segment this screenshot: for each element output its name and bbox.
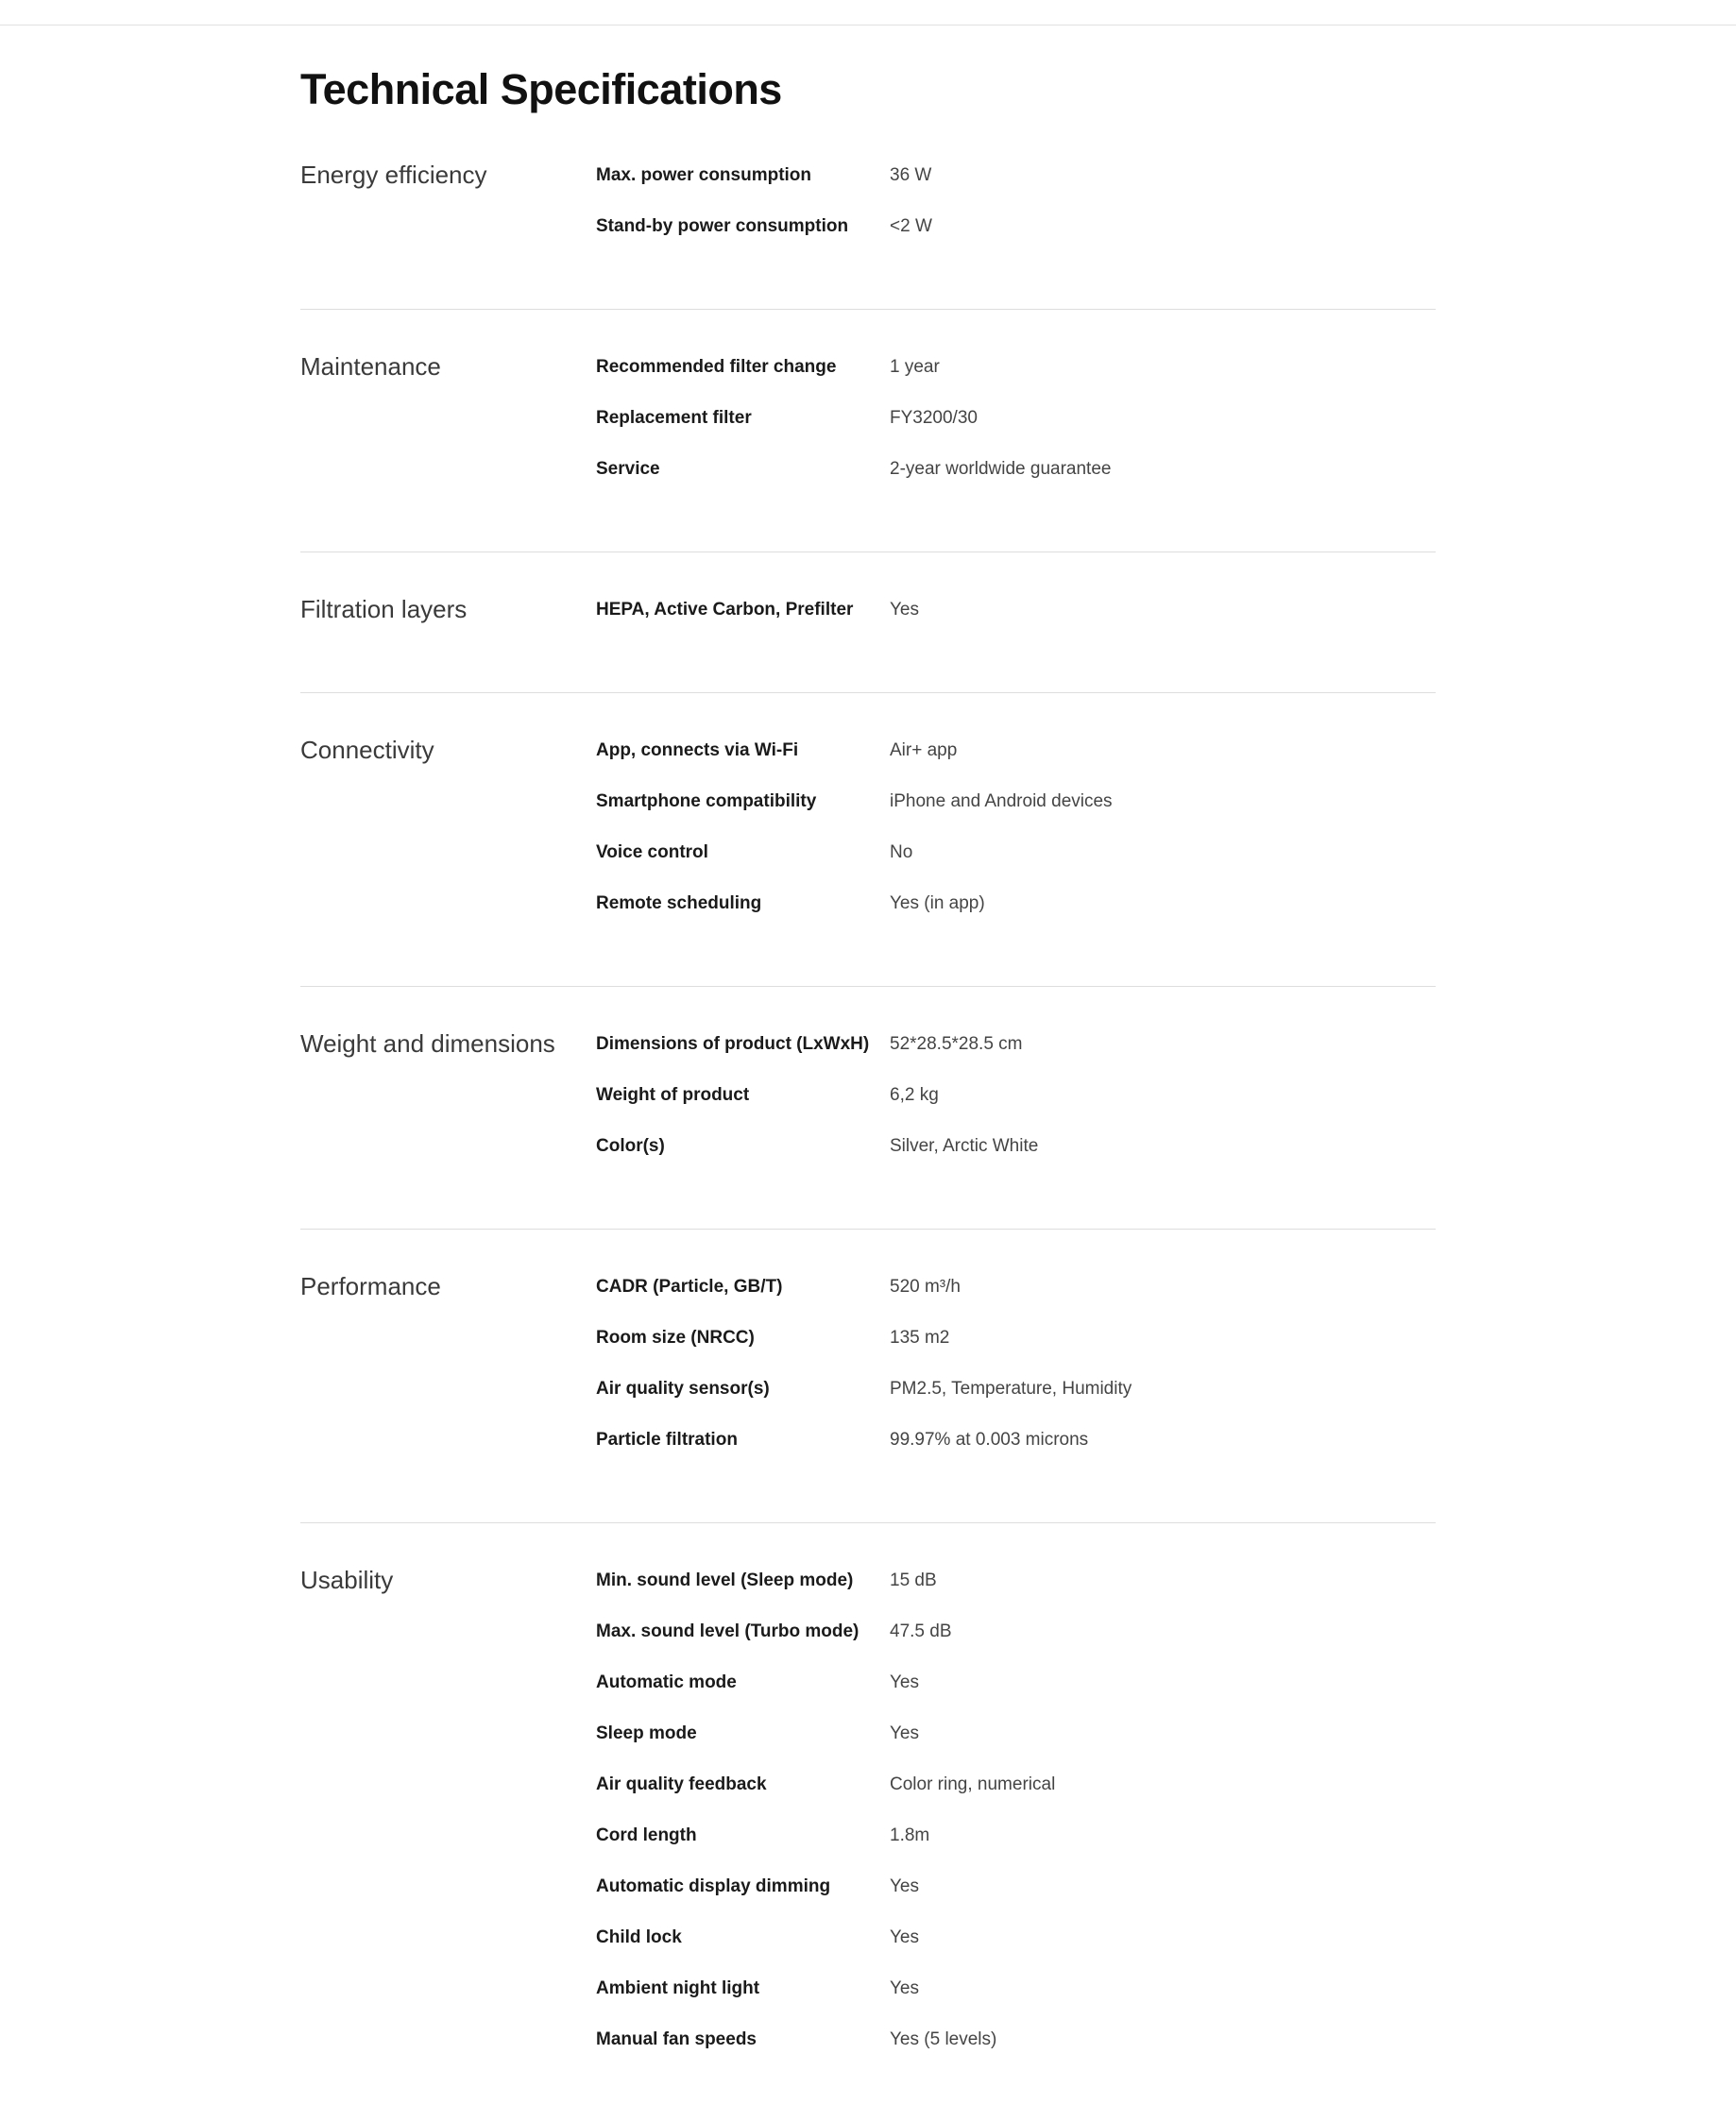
spec-label: Smartphone compatibility (596, 791, 817, 811)
section-title: Performance (300, 1272, 441, 1300)
spec-label: Sleep mode (596, 1723, 697, 1743)
spec-row (596, 1378, 1436, 1429)
spec-row (596, 458, 1436, 509)
spec-row (596, 1033, 1436, 1084)
spec-label: Manual fan speeds (596, 2029, 757, 2049)
spec-section (300, 352, 1436, 552)
spec-label: Max. power consumption (596, 165, 812, 185)
spec-row (596, 407, 1436, 458)
spec-label: Remote scheduling (596, 893, 762, 913)
section-title: Weight and dimensions (300, 1029, 555, 1058)
spec-label: Particle filtration (596, 1430, 738, 1450)
spec-row (596, 1774, 1436, 1825)
spec-rows (596, 161, 1436, 266)
spec-section (300, 736, 1436, 987)
spec-value: Color ring, numerical (890, 1774, 1056, 1794)
spec-row (596, 1276, 1436, 1327)
spec-rows (596, 1566, 1436, 2080)
spec-value: 52*28.5*28.5 cm (890, 1034, 1023, 1054)
spec-label: App, connects via Wi-Fi (596, 740, 799, 760)
spec-value: Air+ app (890, 740, 958, 760)
spec-row (596, 1927, 1436, 1978)
spec-value: Silver, Arctic White (890, 1136, 1039, 1156)
spec-section (300, 1029, 1436, 1230)
spec-row (596, 739, 1436, 790)
spec-value: 2-year worldwide guarantee (890, 459, 1112, 479)
spec-rows (596, 736, 1436, 943)
spec-value: Yes (890, 600, 919, 620)
spec-row (596, 164, 1436, 215)
spec-row (596, 790, 1436, 841)
spec-value: 6,2 kg (890, 1085, 939, 1105)
spec-section (300, 1566, 1436, 2122)
spec-value: 1.8m (890, 1825, 930, 1845)
spec-row (596, 1621, 1436, 1672)
spec-row (596, 356, 1436, 407)
section-title: Filtration layers (300, 595, 468, 623)
spec-label: Ambient night light (596, 1978, 760, 1998)
spec-value: Yes (890, 1927, 919, 1947)
spec-section (300, 595, 1436, 693)
spec-row (596, 1978, 1436, 2029)
spec-value: 47.5 dB (890, 1621, 952, 1641)
spec-value: <2 W (890, 216, 932, 236)
spec-sections (300, 161, 1436, 2122)
spec-row (596, 215, 1436, 266)
page-title: Technical Specifications (300, 65, 782, 113)
spec-value: Yes (in app) (890, 893, 985, 913)
spec-label: Min. sound level (Sleep mode) (596, 1570, 854, 1590)
spec-row (596, 1672, 1436, 1723)
spec-label: Weight of product (596, 1085, 750, 1105)
spec-label: Automatic display dimming (596, 1876, 831, 1896)
spec-row (596, 1084, 1436, 1135)
spec-row (596, 2029, 1436, 2080)
spec-label: Child lock (596, 1927, 682, 1947)
spec-label: Air quality feedback (596, 1774, 767, 1794)
spec-label: Stand-by power consumption (596, 216, 849, 236)
spec-section (300, 1272, 1436, 1523)
spec-row (596, 1570, 1436, 1621)
spec-rows (596, 1272, 1436, 1480)
spec-row (596, 599, 1436, 650)
spec-rows (596, 595, 1436, 650)
spec-row (596, 1135, 1436, 1186)
spec-label: CADR (Particle, GB/T) (596, 1277, 783, 1297)
spec-row (596, 892, 1436, 943)
spec-rows (596, 352, 1436, 509)
spec-value: 99.97% at 0.003 microns (890, 1430, 1089, 1450)
spec-value: Yes (890, 1876, 919, 1896)
spec-value: Yes (890, 1672, 919, 1692)
spec-value: 520 m³/h (890, 1277, 961, 1297)
spec-value: FY3200/30 (890, 408, 978, 428)
spec-row (596, 841, 1436, 892)
spec-label: Service (596, 459, 660, 479)
section-title: Energy efficiency (300, 161, 487, 189)
spec-value: iPhone and Android devices (890, 791, 1113, 811)
spec-label: Room size (NRCC) (596, 1328, 755, 1348)
spec-label: Max. sound level (Turbo mode) (596, 1621, 859, 1641)
spec-value: Yes (5 levels) (890, 2029, 997, 2049)
spec-label: Voice control (596, 842, 708, 862)
spec-label: Replacement filter (596, 408, 752, 428)
spec-label: Cord length (596, 1825, 697, 1845)
spec-value: 135 m2 (890, 1328, 950, 1348)
spec-value: 36 W (890, 165, 932, 185)
spec-value: 1 year (890, 357, 940, 377)
section-title: Maintenance (300, 352, 441, 381)
spec-rows (596, 1029, 1436, 1186)
spec-label: Air quality sensor(s) (596, 1379, 770, 1399)
section-title: Usability (300, 1566, 394, 1594)
spec-label: Dimensions of product (LxWxH) (596, 1034, 870, 1054)
spec-value: 15 dB (890, 1570, 937, 1590)
spec-value: Yes (890, 1723, 919, 1743)
spec-content (300, 0, 1436, 2122)
section-title: Connectivity (300, 736, 434, 764)
spec-row (596, 1876, 1436, 1927)
spec-value: Yes (890, 1978, 919, 1998)
spec-label: Color(s) (596, 1136, 665, 1156)
spec-label: Recommended filter change (596, 357, 837, 377)
spec-value: No (890, 842, 913, 862)
spec-row (596, 1327, 1436, 1378)
spec-row (596, 1723, 1436, 1774)
spec-label: HEPA, Active Carbon, Prefilter (596, 600, 854, 620)
spec-row (596, 1429, 1436, 1480)
spec-value: PM2.5, Temperature, Humidity (890, 1379, 1132, 1399)
spec-row (596, 1825, 1436, 1876)
spec-label: Automatic mode (596, 1672, 737, 1692)
spec-section (300, 161, 1436, 310)
